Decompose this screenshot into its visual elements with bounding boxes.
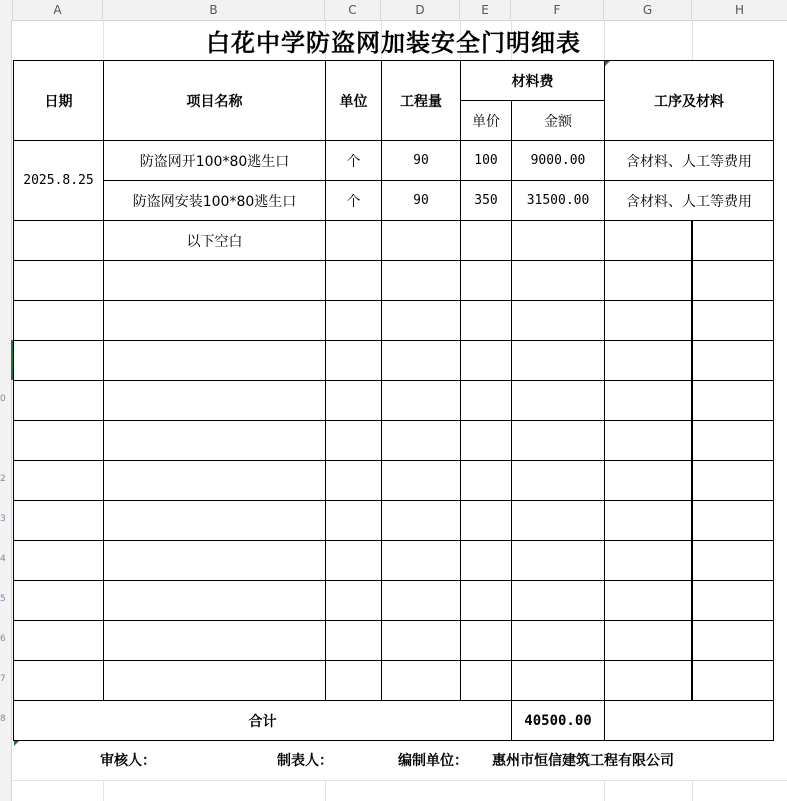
- row-number[interactable]: 0: [0, 394, 6, 404]
- empty-cell[interactable]: [604, 660, 693, 701]
- empty-cell[interactable]: [381, 300, 461, 341]
- column-header-f[interactable]: F: [511, 0, 604, 20]
- empty-cell[interactable]: [325, 540, 382, 581]
- empty-cell[interactable]: [460, 220, 512, 261]
- total-label[interactable]: 合计: [13, 700, 512, 741]
- empty-cell[interactable]: [691, 580, 774, 621]
- empty-cell[interactable]: [691, 380, 774, 421]
- empty-cell[interactable]: [13, 380, 104, 421]
- column-header-d[interactable]: D: [381, 0, 460, 20]
- comment-indicator-icon: [14, 741, 19, 746]
- empty-cell[interactable]: [460, 580, 512, 621]
- empty-cell[interactable]: [381, 540, 461, 581]
- empty-cell[interactable]: [103, 340, 326, 381]
- column-header-e[interactable]: E: [460, 0, 511, 20]
- empty-cell[interactable]: [381, 580, 461, 621]
- empty-cell[interactable]: [13, 300, 104, 341]
- sheet-title[interactable]: 白花中学防盗网加装安全门明细表: [206, 28, 581, 57]
- empty-cell[interactable]: [381, 220, 461, 261]
- cell-unit[interactable]: 个: [325, 140, 382, 181]
- column-header-a[interactable]: A: [13, 0, 103, 20]
- empty-cell[interactable]: [691, 420, 774, 461]
- total-note-cell[interactable]: [604, 700, 774, 741]
- header-date[interactable]: 日期: [13, 60, 104, 141]
- cell-process-note[interactable]: 含材料、人工等费用: [604, 140, 774, 181]
- empty-cell[interactable]: [13, 420, 104, 461]
- header-material-fee[interactable]: 材料费: [460, 60, 605, 101]
- empty-cell[interactable]: [103, 300, 326, 341]
- empty-cell[interactable]: [604, 420, 693, 461]
- header-amount[interactable]: 金额: [511, 100, 605, 141]
- column-header-bar: [0, 0, 787, 21]
- empty-cell[interactable]: [511, 220, 605, 261]
- empty-cell[interactable]: [325, 580, 382, 621]
- header-unit-price[interactable]: 单价: [460, 100, 512, 141]
- empty-cell[interactable]: [511, 540, 605, 581]
- empty-cell[interactable]: [460, 500, 512, 541]
- empty-cell[interactable]: [460, 660, 512, 701]
- empty-cell[interactable]: [103, 660, 326, 701]
- column-header-h[interactable]: H: [734, 3, 745, 17]
- empty-cell[interactable]: [103, 540, 326, 581]
- empty-cell[interactable]: [511, 420, 605, 461]
- empty-cell[interactable]: [460, 540, 512, 581]
- empty-cell[interactable]: [381, 380, 461, 421]
- empty-cell[interactable]: [460, 300, 512, 341]
- empty-cell[interactable]: [103, 260, 326, 301]
- empty-cell[interactable]: [511, 500, 605, 541]
- row-number[interactable]: 6: [0, 634, 6, 644]
- empty-cell[interactable]: [604, 380, 693, 421]
- empty-cell[interactable]: [460, 380, 512, 421]
- empty-cell[interactable]: [691, 540, 774, 581]
- empty-cell[interactable]: [325, 300, 382, 341]
- empty-cell[interactable]: [460, 420, 512, 461]
- empty-cell[interactable]: [381, 260, 461, 301]
- cell-quantity[interactable]: 90: [381, 140, 461, 181]
- empty-cell[interactable]: [103, 380, 326, 421]
- empty-cell[interactable]: [511, 460, 605, 501]
- gridline: [604, 780, 605, 801]
- empty-cell[interactable]: [103, 460, 326, 501]
- empty-cell[interactable]: [325, 380, 382, 421]
- cell-unit-price[interactable]: 350: [460, 180, 512, 221]
- empty-cell[interactable]: [460, 460, 512, 501]
- empty-cell[interactable]: [13, 340, 104, 381]
- header-unit[interactable]: 单位: [325, 60, 382, 141]
- column-header-b[interactable]: B: [103, 0, 325, 20]
- empty-cell[interactable]: [511, 580, 605, 621]
- empty-cell[interactable]: [691, 460, 774, 501]
- empty-cell[interactable]: [103, 580, 326, 621]
- empty-cell[interactable]: [325, 420, 382, 461]
- column-header-c[interactable]: C: [325, 0, 381, 20]
- row-number[interactable]: 2: [0, 474, 6, 484]
- empty-cell[interactable]: [604, 580, 693, 621]
- empty-cell[interactable]: [691, 660, 774, 701]
- cell-project-name[interactable]: 防盗网开100*80逃生口: [103, 140, 326, 181]
- org-name[interactable]: 惠州市恒信建筑工程有限公司: [492, 753, 674, 769]
- empty-cell[interactable]: [691, 620, 774, 661]
- empty-cell[interactable]: [13, 660, 104, 701]
- header-project-name[interactable]: 项目名称: [103, 60, 326, 141]
- empty-cell[interactable]: [325, 660, 382, 701]
- empty-cell[interactable]: [460, 620, 512, 661]
- gridline: [13, 780, 787, 781]
- empty-cell[interactable]: [13, 580, 104, 621]
- row-number[interactable]: 7: [0, 674, 6, 684]
- empty-cell[interactable]: [381, 460, 461, 501]
- empty-cell[interactable]: [325, 340, 382, 381]
- empty-cell[interactable]: [460, 340, 512, 381]
- total-value[interactable]: 40500.00: [511, 700, 605, 741]
- empty-cell[interactable]: [691, 340, 774, 381]
- empty-cell[interactable]: [604, 220, 693, 261]
- preparer-label[interactable]: 制表人：: [277, 753, 333, 769]
- header-process-materials[interactable]: 工序及材料: [604, 60, 774, 141]
- cell-amount[interactable]: 31500.00: [511, 180, 605, 221]
- empty-cell[interactable]: [511, 620, 605, 661]
- row-header-bar: [0, 20, 12, 801]
- row-number[interactable]: 8: [0, 714, 6, 724]
- cell-unit[interactable]: 个: [325, 180, 382, 221]
- empty-cell[interactable]: [381, 660, 461, 701]
- cell-project-name[interactable]: 防盗网安装100*80逃生口: [103, 180, 326, 221]
- empty-cell[interactable]: [511, 260, 605, 301]
- column-header-g[interactable]: G: [604, 0, 692, 20]
- empty-cell[interactable]: [691, 220, 774, 261]
- empty-cell[interactable]: [604, 500, 693, 541]
- empty-cell[interactable]: [604, 260, 693, 301]
- empty-cell[interactable]: [511, 340, 605, 381]
- empty-cell[interactable]: [103, 620, 326, 661]
- empty-cell[interactable]: [325, 220, 382, 261]
- select-all-corner[interactable]: [0, 0, 13, 20]
- cell-quantity[interactable]: 90: [381, 180, 461, 221]
- empty-cell[interactable]: [691, 300, 774, 341]
- empty-cell[interactable]: [604, 300, 693, 341]
- gridline: [325, 780, 326, 801]
- gridline: [103, 780, 104, 801]
- empty-cell[interactable]: [325, 260, 382, 301]
- empty-cell[interactable]: [13, 540, 104, 581]
- empty-cell[interactable]: [604, 620, 693, 661]
- empty-cell[interactable]: [381, 420, 461, 461]
- gridline: [692, 780, 693, 801]
- cell-date[interactable]: 2025.8.25: [13, 140, 104, 221]
- empty-cell[interactable]: [511, 300, 605, 341]
- empty-cell[interactable]: [13, 260, 104, 301]
- cell-amount[interactable]: 9000.00: [511, 140, 605, 181]
- empty-cell[interactable]: [13, 460, 104, 501]
- empty-cell[interactable]: [460, 260, 512, 301]
- empty-cell[interactable]: [325, 460, 382, 501]
- row-number[interactable]: 3: [0, 514, 6, 524]
- empty-cell[interactable]: [604, 340, 693, 381]
- empty-cell[interactable]: [691, 260, 774, 301]
- empty-cell[interactable]: [381, 500, 461, 541]
- cell-unit-price[interactable]: 100: [460, 140, 512, 181]
- empty-cell[interactable]: [511, 660, 605, 701]
- org-label[interactable]: 编制单位：: [398, 753, 468, 769]
- empty-cell[interactable]: [381, 340, 461, 381]
- empty-cell[interactable]: [691, 500, 774, 541]
- empty-cell[interactable]: [13, 620, 104, 661]
- empty-cell[interactable]: [13, 500, 104, 541]
- row-number[interactable]: 4: [0, 554, 6, 564]
- empty-cell[interactable]: [13, 220, 104, 261]
- empty-cell[interactable]: [604, 460, 693, 501]
- empty-cell[interactable]: [381, 620, 461, 661]
- header-quantity[interactable]: 工程量: [381, 60, 461, 141]
- blank-label[interactable]: 以下空白: [186, 233, 243, 250]
- empty-cell[interactable]: [325, 500, 382, 541]
- empty-cell[interactable]: [511, 380, 605, 421]
- empty-cell[interactable]: [103, 500, 326, 541]
- cell-process-note[interactable]: 含材料、人工等费用: [604, 180, 774, 221]
- empty-cell[interactable]: [325, 620, 382, 661]
- empty-cell[interactable]: [103, 420, 326, 461]
- reviewer-label[interactable]: 审核人：: [100, 753, 156, 769]
- comment-indicator-icon: [605, 61, 610, 66]
- row-number[interactable]: 5: [0, 594, 6, 604]
- empty-cell[interactable]: [604, 540, 693, 581]
